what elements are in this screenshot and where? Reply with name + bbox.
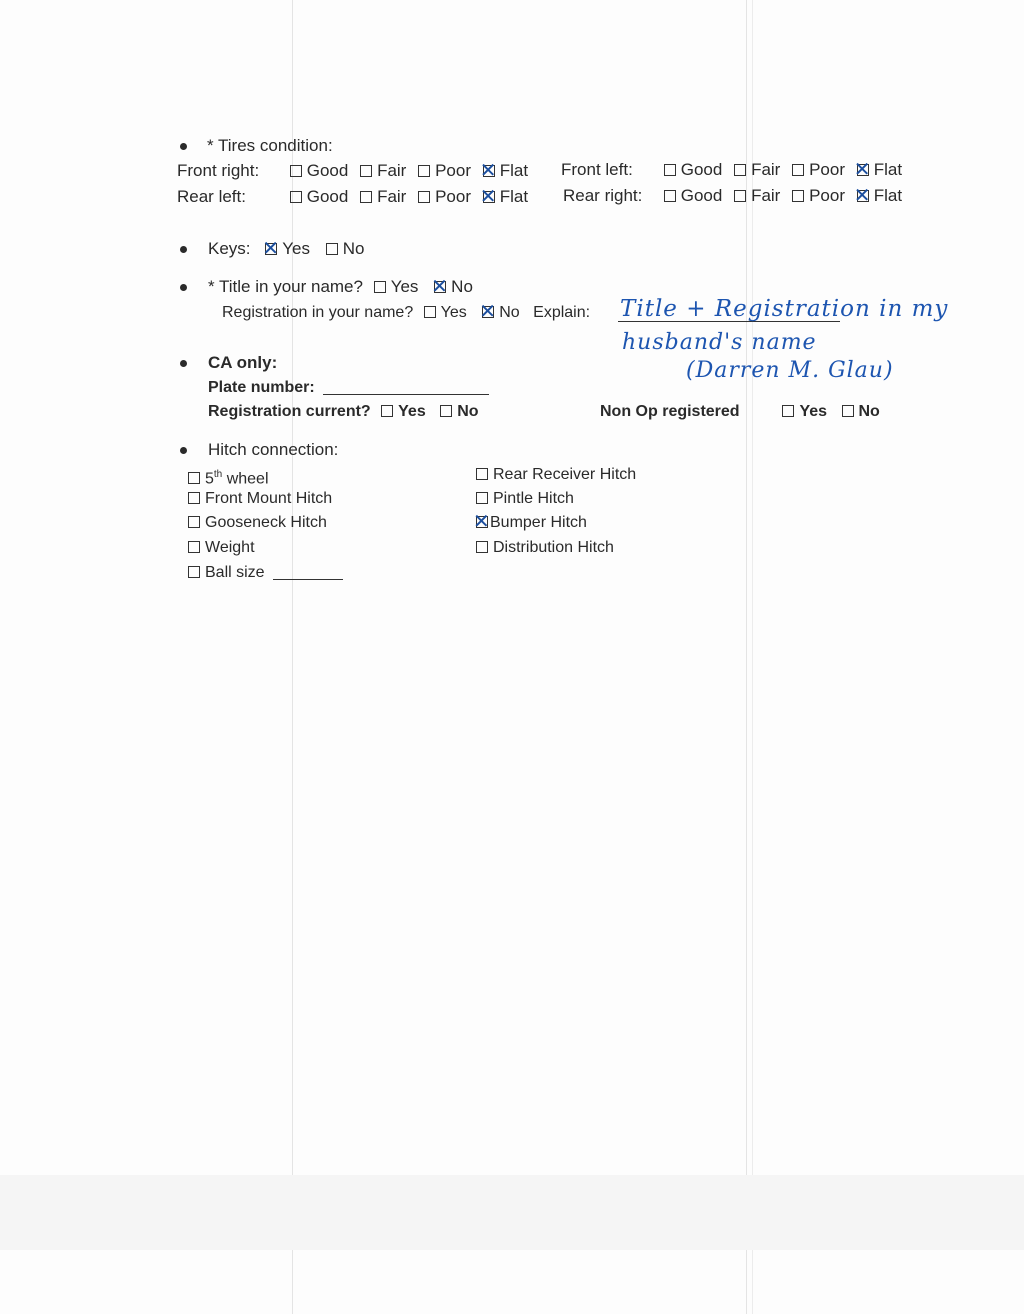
checkbox-front-mount-hitch[interactable] [188, 492, 200, 504]
checkbox-fair[interactable] [734, 190, 746, 202]
checkbox-good[interactable] [664, 164, 676, 176]
plate-number-field[interactable] [323, 378, 489, 395]
checkbox-gooseneck-hitch[interactable] [188, 516, 200, 528]
handwritten-explanation-line2: husband's name [622, 330, 817, 355]
checkbox-good[interactable] [664, 190, 676, 202]
hitch-option-front-mount: Front Mount Hitch [188, 488, 332, 510]
registration-current-label: Registration current? [208, 403, 371, 420]
registration-row: Registration in your name? Yes ✕ No Explain: [222, 302, 590, 324]
checkbox-reg-current-no[interactable] [440, 405, 452, 417]
tire-front-left: Front left: Good Fair Poor ✕ Flat [561, 159, 909, 181]
hitch-option-ball-size: Ball size [188, 562, 343, 584]
checkbox-poor[interactable] [418, 165, 430, 177]
checkbox-fair[interactable] [734, 164, 746, 176]
non-op-row: Non Op registered Yes No [600, 401, 887, 423]
checkbox-ball-size[interactable] [188, 566, 200, 578]
checkbox-reg-current-yes[interactable] [381, 405, 393, 417]
checkbox-fair[interactable] [360, 191, 372, 203]
plate-number-row [208, 377, 489, 399]
ca-only-heading: CA only: [208, 353, 278, 372]
bullet [180, 284, 187, 291]
plate-number-label: Plate number: [208, 379, 315, 396]
registration-current-row: Registration current? Yes No [208, 403, 479, 420]
bullet [180, 143, 187, 150]
checkbox-bumper-hitch[interactable] [476, 516, 488, 528]
tire-label: Front right: [177, 161, 260, 180]
ball-size-field[interactable] [273, 563, 343, 580]
checkbox-rear-receiver-hitch[interactable] [476, 468, 488, 480]
tire-rear-left: Rear left: Good Fair Poor ✕ Flat [177, 186, 535, 208]
checkbox-non-op-yes[interactable] [782, 405, 794, 417]
checkbox-good[interactable] [290, 191, 302, 203]
bullet [180, 246, 187, 253]
bullet [180, 447, 187, 454]
hitch-option-distribution: Distribution Hitch [476, 537, 614, 559]
checkbox-registration-yes[interactable] [424, 306, 436, 318]
checkbox-fair[interactable] [360, 165, 372, 177]
tire-label: Rear left: [177, 187, 246, 206]
hitch-option-weight: Weight [188, 537, 255, 559]
handwritten-explanation-line3: (Darren M. Glau) [686, 358, 894, 383]
non-op-label: Non Op registered [600, 403, 740, 420]
handwritten-explanation-line1: Title + Registration in my [620, 296, 949, 322]
checkbox-non-op-no[interactable] [842, 405, 854, 417]
checkbox-title-no[interactable] [434, 281, 446, 293]
hitch-option-rear-receiver: Rear Receiver Hitch [476, 464, 636, 486]
tire-label: Rear right: [563, 186, 643, 205]
hitch-option-5th-wheel: 5th wheel [188, 464, 269, 490]
tire-label: Front left: [561, 160, 633, 179]
keys-label: Keys: [208, 239, 251, 258]
bullet [180, 360, 187, 367]
scan-shadow [0, 1175, 1024, 1250]
title-row: * Title in your name? Yes ✕ No [208, 276, 480, 298]
tire-rear-right: Rear right: Good Fair Poor ✕ Flat [563, 185, 909, 207]
title-label: * Title in your name? [208, 277, 363, 296]
checkbox-registration-no[interactable] [482, 306, 494, 318]
checkbox-title-yes[interactable] [374, 281, 386, 293]
checkbox-poor[interactable] [792, 164, 804, 176]
checkbox-flat[interactable] [483, 191, 495, 203]
keys-row: Keys: ✕ Yes No [208, 238, 371, 260]
checkbox-flat[interactable] [483, 165, 495, 177]
tires-heading: * Tires condition: [207, 136, 333, 155]
tire-front-right: Front right: Good Fair Poor ✕ Flat [177, 160, 535, 182]
checkbox-flat[interactable] [857, 190, 869, 202]
checkbox-keys-yes[interactable] [265, 243, 277, 255]
checkbox-flat[interactable] [857, 164, 869, 176]
checkbox-distribution-hitch[interactable] [476, 541, 488, 553]
explain-label: Explain: [533, 304, 591, 321]
registration-label: Registration in your name? [222, 304, 414, 321]
hitch-option-bumper: ✕Bumper Hitch [476, 512, 587, 534]
checkbox-keys-no[interactable] [326, 243, 338, 255]
hitch-option-gooseneck: Gooseneck Hitch [188, 512, 327, 534]
checkbox-poor[interactable] [792, 190, 804, 202]
checkbox-5th-wheel[interactable] [188, 472, 200, 484]
checkbox-weight[interactable] [188, 541, 200, 553]
hitch-heading: Hitch connection: [208, 440, 339, 459]
hitch-option-pintle: Pintle Hitch [476, 488, 574, 510]
checkbox-good[interactable] [290, 165, 302, 177]
checkbox-poor[interactable] [418, 191, 430, 203]
checkbox-pintle-hitch[interactable] [476, 492, 488, 504]
